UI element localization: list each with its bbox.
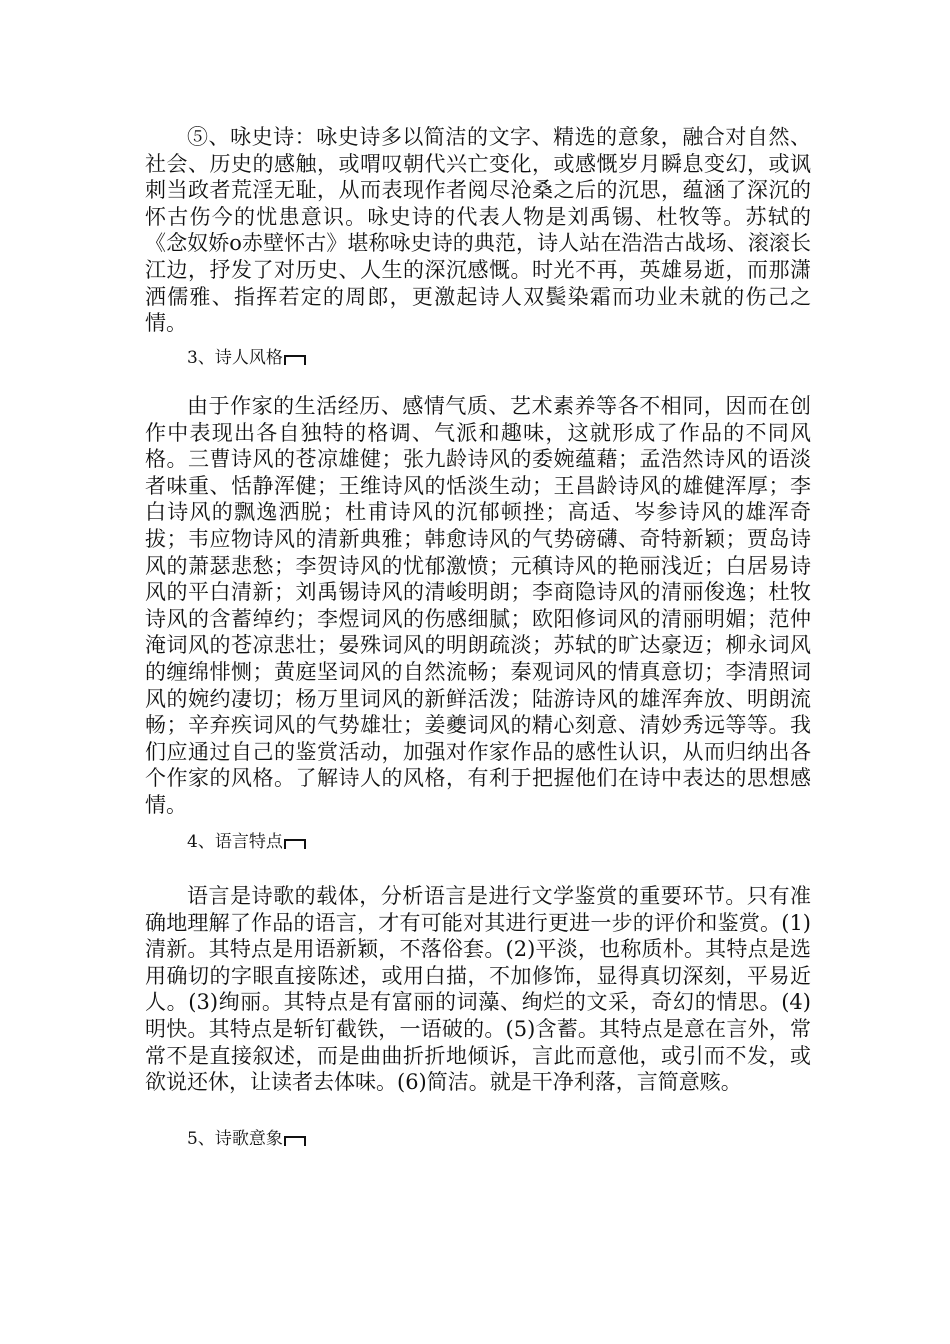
paragraph-yongshi: ⑤、咏史诗：咏史诗多以简洁的文字、精选的意象，融合对自然、社会、历史的感触，或喟叹朝代兴亡变化，或感慨岁月瞬息变幻，或讽刺当政者荒淫无耻，从而表现作者阅尽沧桑之后的沉思，蕴涵了深沉的怀古伤今的忧患意识。咏史诗的代表人物是刘禹锡、杜牧等。苏轼的《念奴娇ο赤壁怀古》堪称咏史诗的典范，诗人站在浩浩古战场、滚滚长江边，抒发了对历史、人生的深沉感慨。时光不再，英雄易逝，而那潇洒儒雅、指挥若定的周郎，更激起诗人双鬓染霜而功业未就的伤己之情。 — [145, 125, 811, 336]
heading-text: 4、语言特点 — [187, 832, 283, 852]
section-heading-poet-style — [145, 346, 306, 370]
bracket-mark-icon — [284, 839, 306, 849]
paragraph-yuyan: 语言是诗歌的载体，分析语言是进行文学鉴赏的重要环节。只有准确地理解了作品的语言，才有可能对其进行更进一步的评价和鉴赏。(1)清新。其特点是用语新颖，不落俗套。(2)平淡，也称质朴。其特点是选用确切的字眼直接陈述，或用白描，不加修饰，显得真切深刻，平易近人。(3)绚丽。其特点是有富丽的词藻、绚烂的文采，奇幻的情思。(4)明快。其特点是斩钉截铁，一语破的。(5)含蓄。其特点是意在言外，常常不是直接叙述，而是曲曲折折地倾诉，言此而意他，或引而不发，或欲说还休，让读者去体味。(6)简洁。就是干净利落，言简意赅。 — [145, 884, 811, 1095]
bracket-mark-icon — [284, 1136, 306, 1146]
section-heading-imagery — [145, 1127, 306, 1151]
bracket-mark-icon — [284, 355, 306, 365]
heading-text: 5、诗歌意象 — [187, 1129, 283, 1149]
heading-text: 3、诗人风格 — [187, 348, 283, 368]
section-heading-language — [145, 830, 306, 854]
paragraph-fengge: 由于作家的生活经历、感情气质、艺术素养等各不相同，因而在创作中表现出各自独特的格调、气派和趣味，这就形成了作品的不同风格。三曹诗风的苍凉雄健；张九龄诗风的委婉蕴藉；孟浩然诗风的语淡者味重、恬静浑健；王维诗风的恬淡生动；王昌龄诗风的雄健浑厚；李白诗风的飘逸洒脱；杜甫诗风的沉郁顿挫；高适、岑参诗风的雄浑奇拔；韦应物诗风的清新典雅；韩愈诗风的气势磅礴、奇特新颖；贾岛诗风的萧瑟悲愁；李贺诗风的忧郁激愤；元稹诗风的艳丽浅近；白居易诗风的平白清新；刘禹锡诗风的清峻明朗；李商隐诗风的清丽俊逸；杜牧诗风的含蓄绰约；李煜词风的伤感细腻；欧阳修词风的清丽明媚；范仲淹词风的苍凉悲壮；晏殊词风的明朗疏淡；苏轼的旷达豪迈；柳永词风的缠绵悱恻；黄庭坚词风的自然流畅；秦观词风的情真意切；李清照词风的婉约凄切；杨万里词风的新鲜活泼；陆游诗风的雄浑奔放、明朗流畅；辛弃疾词风的气势雄壮；姜夔词风的精心刻意、清妙秀远等等。我们应通过自己的鉴赏活动，加强对作家作品的感性认识，从而归纳出各个作家的风格。了解诗人的风格，有利于把握他们在诗中表达的思想感情。 — [145, 394, 811, 817]
